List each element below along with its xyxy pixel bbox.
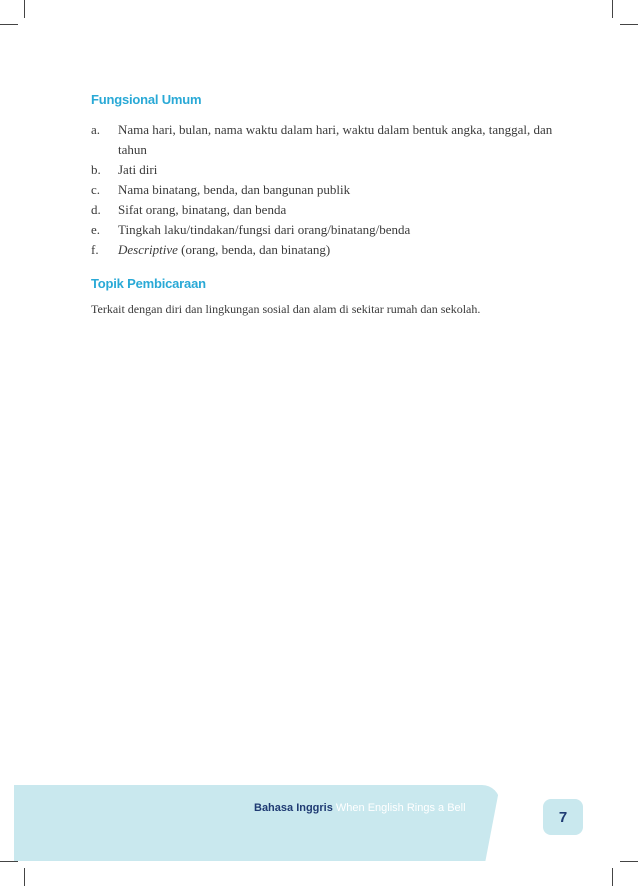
list-item-text <box>118 240 561 260</box>
list-marker: e. <box>91 222 101 237</box>
crop-mark-top-left-vertical <box>24 0 25 18</box>
crop-mark-bottom-left-vertical <box>24 868 25 886</box>
list-item <box>91 220 561 240</box>
footer-title <box>254 802 466 814</box>
crop-mark-bottom-right-horizontal <box>620 861 638 862</box>
list-item <box>91 180 561 200</box>
section-heading-fungsional-umum: Fungsional Umum <box>91 92 202 107</box>
list-marker: b. <box>91 162 101 177</box>
list-item <box>91 160 561 180</box>
footer-subtitle: When English Rings a Bell <box>335 802 466 814</box>
footer-band <box>14 785 500 861</box>
list-item-rest-text: (orang, benda, dan binatang) <box>177 242 331 257</box>
list-item <box>91 200 561 220</box>
list-item <box>91 120 561 160</box>
list-marker: a. <box>91 122 101 137</box>
list-marker: f. <box>91 242 99 257</box>
list-item <box>91 240 561 260</box>
fungsional-list <box>91 120 561 260</box>
footer-book-title: Bahasa Inggris <box>254 802 333 814</box>
crop-mark-top-left-horizontal <box>0 24 18 25</box>
crop-mark-top-right-horizontal <box>620 24 638 25</box>
list-item-italic-term: Descriptive <box>118 242 178 257</box>
list-item-text: Tingkah laku/tindakan/fungsi dari orang/binatang/benda <box>118 222 411 237</box>
list-item-text: Jati diri <box>118 162 158 177</box>
list-item-text: Sifat orang, binatang, dan benda <box>118 202 287 217</box>
list-marker: d. <box>91 202 101 217</box>
section-heading-topik-pembicaraan: Topik Pembicaraan <box>91 276 206 291</box>
list-marker: c. <box>91 182 101 197</box>
crop-mark-bottom-right-vertical <box>612 868 613 886</box>
crop-mark-top-right-vertical <box>612 0 613 18</box>
list-item-text: Nama binatang, benda, dan bangunan publik <box>118 182 351 197</box>
crop-mark-bottom-left-horizontal <box>0 861 18 862</box>
list-item-text: Nama hari, bulan, nama waktu dalam hari, waktu dalam bentuk angka, tanggal, dan tahun <box>118 122 553 157</box>
page-number: 7 <box>558 808 568 826</box>
page-number-badge <box>543 799 583 835</box>
topik-paragraph: Terkait dengan diri dan lingkungan sosial dan alam di sekitar rumah dan sekolah. <box>91 302 481 316</box>
